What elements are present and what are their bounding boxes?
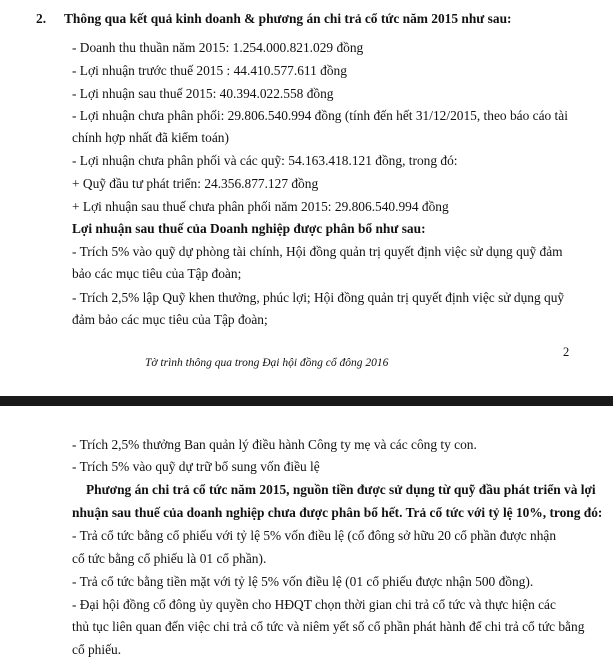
list-item-continuation: cổ tức bằng cổ phiếu là 01 cổ phần). (72, 551, 267, 566)
page-separator (0, 396, 613, 406)
list-item: - Trích 2,5% thưởng Ban quản lý điều hành Công ty mẹ và các công ty con. (72, 437, 477, 452)
list-item: - Lợi nhuận trước thuế 2015 : 44.410.577.611 đồng (72, 63, 347, 78)
list-item-sub: + Lợi nhuận sau thuế chưa phân phối năm 2015: 29.806.540.994 đồng (72, 199, 449, 214)
list-item-continuation: bảo các mục tiêu của Tập đoàn; (72, 266, 242, 281)
subheading: Lợi nhuận sau thuế của Doanh nghiệp được phân bổ như sau: (72, 221, 426, 236)
plan-paragraph-line: nhuận sau thuế của doanh nghiệp chưa được phân bổ hết. Trả cổ tức với tỷ lệ 10%, trong đó: (72, 505, 603, 520)
section-number: 2. (36, 11, 47, 26)
section-heading: Thông qua kết quả kinh doanh & phương án chi trả cổ tức năm 2015 như sau: (64, 11, 512, 26)
list-item-continuation: cổ phiếu. (72, 642, 122, 657)
page-footer: Tờ trình thông qua trong Đại hội đồng cổ đông 2016 (145, 357, 389, 369)
list-item-sub: + Quỹ đầu tư phát triển: 24.356.877.127 đồng (72, 176, 319, 191)
list-item: - Trích 5% vào quỹ dự phòng tài chính, Hội đồng quản trị quyết định việc sử dụng quỹ đảm (72, 244, 563, 259)
list-item: - Lợi nhuận chưa phân phối: 29.806.540.994 đồng (tính đến hết 31/12/2015, theo báo cáo tài (72, 108, 568, 123)
list-item: - Đại hội đồng cổ đông ủy quyền cho HĐQT chọn thời gian chi trả cổ tức và thực hiện các (72, 597, 556, 612)
list-item-continuation: thủ tục liên quan đến việc chi trả cổ tức và niêm yết số cổ phần phát hành để chi trả cổ tức bằng (72, 619, 585, 634)
list-item: - Lợi nhuận chưa phân phối và các quỹ: 54.163.418.121 đồng, trong đó: (72, 153, 458, 168)
list-item: - Doanh thu thuần năm 2015: 1.254.000.821.029 đồng (72, 40, 364, 55)
list-item: - Trích 5% vào quỹ dự trữ bổ sung vốn điều lệ (72, 459, 320, 474)
list-item: - Trích 2,5% lập Quỹ khen thưởng, phúc lợi; Hội đồng quản trị quyết định việc sử dụng quỹ (72, 290, 565, 305)
list-item: - Lợi nhuận sau thuế 2015: 40.394.022.558 đồng (72, 86, 334, 101)
list-item-continuation: đảm bảo các mục tiêu của Tập đoàn; (72, 312, 268, 327)
document-page-2 (0, 406, 613, 658)
page-number: 2 (563, 345, 570, 359)
list-item-continuation: chính hợp nhất đã kiểm toán) (72, 130, 229, 145)
plan-paragraph-line: Phương án chi trả cổ tức năm 2015, nguồn tiền được sử dụng từ quỹ đầu phát triển và lợi (86, 482, 596, 497)
list-item: - Trả cổ tức bằng cổ phiếu với tỷ lệ 5% vốn điều lệ (cổ đông sở hữu 20 cổ phần được nhận (72, 528, 557, 543)
list-item: - Trả cổ tức bằng tiền mặt với tỷ lệ 5% vốn điều lệ (01 cổ phiếu được nhận 500 đồng). (72, 574, 534, 589)
